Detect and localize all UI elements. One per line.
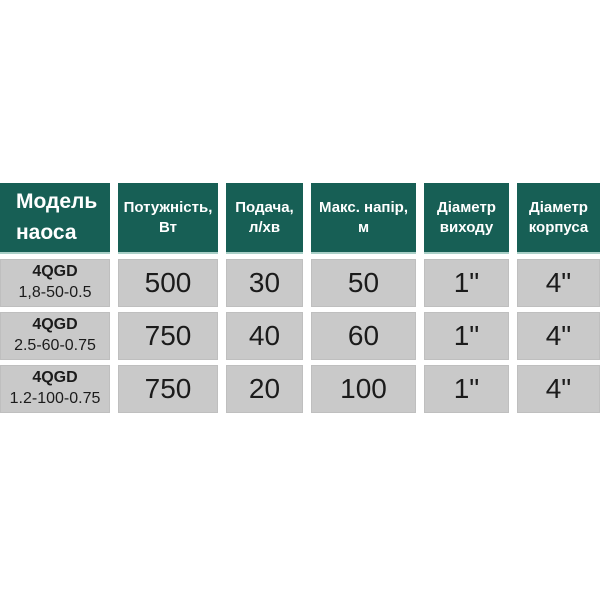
header-cell-flow	[226, 183, 303, 254]
header-body-line1: Діаметр	[529, 199, 588, 216]
model-series: 4QGD	[32, 263, 78, 281]
header-model-line2: наоса	[16, 220, 77, 244]
model-code: 1.2-100-0.75	[9, 390, 101, 407]
cell-flow: 20	[226, 365, 303, 413]
cell-power: 750	[118, 365, 218, 413]
header-cell-model	[0, 183, 110, 254]
header-max-head-line2: м	[357, 218, 370, 236]
cell-max-head: 50	[311, 259, 416, 307]
cell-model	[0, 365, 110, 413]
model-code: 2.5-60-0.75	[14, 337, 96, 354]
header-flow-line2: л/хв	[248, 218, 281, 236]
cell-power: 750	[118, 312, 218, 360]
cell-outlet-diameter: 1"	[424, 312, 509, 360]
header-outlet-line1: Діаметр	[437, 199, 496, 216]
header-flow-line1: Подача,	[235, 199, 294, 216]
cell-outlet-diameter: 1"	[424, 259, 509, 307]
cell-flow: 40	[226, 312, 303, 360]
pump-spec-table	[0, 183, 600, 413]
header-cell-max-head	[311, 183, 416, 254]
cell-body-diameter: 4"	[517, 365, 600, 413]
header-outlet-line2: виходу	[439, 218, 494, 236]
model-series: 4QGD	[32, 369, 78, 387]
header-model-line1: Модель	[16, 190, 98, 214]
cell-model	[0, 312, 110, 360]
cell-power: 500	[118, 259, 218, 307]
header-cell-power	[118, 183, 218, 254]
header-max-head-line1: Макс. напір,	[319, 199, 408, 216]
cell-body-diameter: 4"	[517, 259, 600, 307]
cell-max-head: 100	[311, 365, 416, 413]
cell-outlet-diameter: 1"	[424, 365, 509, 413]
header-power-line2: Вт	[159, 218, 177, 236]
cell-model	[0, 259, 110, 307]
header-body-line2: корпуса	[528, 218, 589, 236]
cell-flow: 30	[226, 259, 303, 307]
header-cell-body-diameter	[517, 183, 600, 254]
header-power-line1: Потужність,	[123, 199, 213, 216]
header-cell-outlet-diameter	[424, 183, 509, 254]
cell-body-diameter: 4"	[517, 312, 600, 360]
model-code: 1,8-50-0.5	[18, 284, 92, 301]
cell-max-head: 60	[311, 312, 416, 360]
model-series: 4QGD	[32, 316, 78, 334]
